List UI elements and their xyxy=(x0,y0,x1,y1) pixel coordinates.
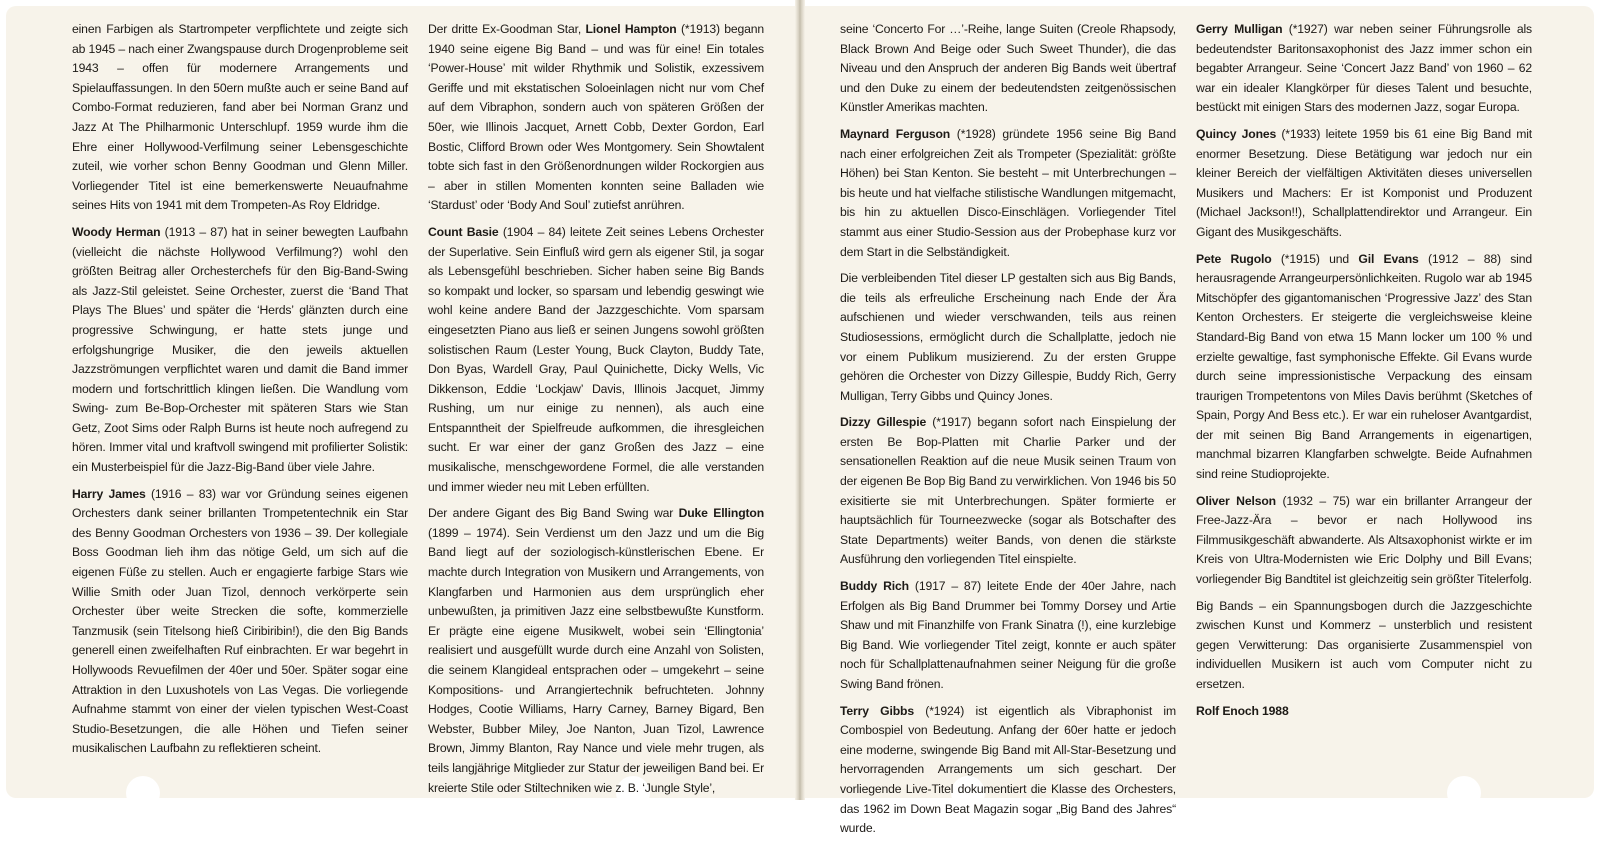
artist-name: Harry James xyxy=(72,486,146,501)
paragraph: Die verbleibenden Titel dieser LP gestalten sich aus Big Bands, die teils als erfreuliche Erscheinung nach Ende der Ära aufschienen und wieder verschwanden, teils aus reinen Studiosessions, ermöglicht durch die Schallplatte, jedoch nie vor einem Publikum musizierend. Zu der ersten Gruppe gehören die Orchester von Dizzy Gillespie, Buddy Rich, Gerry Mulligan, Terry Gibbs und Quincy Jones. xyxy=(840,271,1176,403)
artist-name: Woody Herman xyxy=(72,224,161,239)
paragraph: seine ‘Concerto For …’-Reihe, lange Suiten (Creole Rhapsody, Black Brown And Beige oder Such Sweet Thunder), die das Niveau und den Anspruch der anderen Big Bands weit übertraf und den Duke zu einem der bedeutendsten zeitgenössischen Künstler Amerikas machten. xyxy=(840,22,1176,115)
paragraph: Harry James (1916 – 83) war vor Gründung seines eigenen Orchesters dank seiner brillanten Trompetentechnik ein Star des Benny Goodman Orchesters von 1936 – 39. Der kollegiale Boss Goodman lieh ihm das nötige Geld, um sich auf die eigenen Füße zu stellen. Auch er engagierte farbige Stars wie Willie Smith oder Juan Tizol, dennoch verkörperte sein Orchester über weite Strecken die softe, kommerzielle Tanzmusik (sein Titelsong hieß Ciribiribin!), die den Big Bands generell einen zweifelhaften Ruf einbrachten. Er war begehrt in Hollywoods Revuefilmen der 40er und 50er. Später sogar eine Attraktion in den Luxushotels von Las Vegas. Die vorliegende Aufnahme stammt von einer der vielen typischen West-Coast Studio-Besetzungen, die alle Höhen und Tiefen seiner musikalischen Laufbahn zu reflektieren scheint. xyxy=(72,486,409,756)
paragraph: Pete Rugolo (*1915) und Gil Evans (1912 – 88) sind herausragende Arrangeurpersönlichkeiten. Rugolo war ab 1945 Mitschöpfer des gigantomanischen ‘Progressive Jazz’ des Stan Kenton Orchesters. Er steigerte die vergleichsweise kleine Standard-Big Band von etwa 15 Mann locker um 100 % und erzielte gewaltige, fast symphonische Effekte. Gil Evans wurde durch seine impressionistische Verpackung des einsam traurigen Trompetentons von Miles Davis berühmt (Sketches of Spain, Porgy And Bess etc.). Er war ein ruheloser Avantgardist, der mit seinen Big Band Arrangements in eigenartigen, manchmal bizarren Klangfarben schwelgte. Beide Aufnahmen sind reine Studioprojekte. xyxy=(1196,251,1532,482)
paragraph: Dizzy Gillespie (*1917) begann sofort nach Einspielung der ersten Be Bop-Platten mit Charlie Parker und der sensationellen Reaktion auf die neue Musik seinen Traum von der eigenen Be Bop Big Band zu verwirklichen. Von 1946 bis 50 exisitierte sie mit Unterbrechungen. Später formierte er hauptsächlich für Tourneezwecke (sogar als Botschafter des State Departments) weiter Bands, von denen die stärkste Ausführung den vorliegenden Titel einspielte. xyxy=(840,415,1177,567)
artist-name: Oliver Nelson xyxy=(1196,493,1276,508)
text-column-4 xyxy=(1196,20,1532,728)
artist-name: Lionel Hampton xyxy=(585,22,677,36)
artist-name: Buddy Rich xyxy=(840,579,909,594)
artist-name: Count Basie xyxy=(428,224,499,239)
paragraph: Gerry Mulligan (*1927) war neben seiner Führungsrolle als bedeutendster Baritonsaxophonist des Jazz immer schon ein begabter Arrangeur. Seine ‘Concert Jazz Band’ von 1960 – 62 war ein idealer Klangkörper für dieses Talent und besuchte, bestückt mit einigen Stars des modernen Jazz, sogar Europa. xyxy=(1196,22,1532,115)
text-column-2 xyxy=(428,20,764,805)
paragraph: Buddy Rich (1917 – 87) leitete Ende der 40er Jahre, nach Erfolgen als Big Band Drummer bei Tommy Dorsey und Artie Shaw und mit Finanzhilfe von Frank Sinatra (!), eine kurzlebige Big Band. Wie vorliegender Titel zeigt, konnte er auch später noch für Schallplattenaufnahmen seiner Neigung für die große Swing Band frönen. xyxy=(840,579,1176,691)
paragraph: Quincy Jones (*1933) leitete 1959 bis 61 eine Big Band mit enormer Besetzung. Diese Betätigung war jedoch nur ein kleiner Bereich der vielfältigen Aktivitäten dieses universellen Musikers und Machers: Er ist Komponist und Produzent (Michael Jackson!!), Schallplattendirektor und Arrangeur. Ein Gigant des Musikgeschäfts. xyxy=(1196,126,1532,239)
text-column-1 xyxy=(72,20,408,766)
paragraph: Maynard Ferguson (*1928) gründete 1956 seine Big Band nach einer erfolgreichen Zeit als Trompeter (Spezialität: größte Höhen) bei Stan Kenton. Sie besteht – mit Unterbrechungen – bis heute und hat vielfache stilistische Wandlungen mitgemacht, bis hin zu aktuellen Disco-Einschlägen. Vorliegender Titel stammt aus einer Studio-Session aus der Probephase kurz vor dem Start in die Selbständigkeit. xyxy=(840,126,1176,259)
paragraph: Der dritte Ex-Goodman Star, Lionel Hampton (*1913) begann 1940 seine eigene Big Band – und was für eine! Ein totales ‘Power-House’ mit wilder Rhythmik und Solistik, exzessivem Geriffe und mit ekstatischen Soloeinlagen nicht nur vom Chef auf dem Vibraphon, sondern auch von späteren Größen der 50er, wie Illinois Jacquet, Arnett Cobb, Dexter Gordon, Earl Bostic, Clifford Brown oder Wes Montgomery. Sein Showtalent tobte sich fast in den Größenordnungen wilder Rockorgien aus – aber in stillen Momenten konnten seine Balladen wie ‘Stardust’ oder ‘Body And Soul’ zutiefst anrühren. xyxy=(428,22,764,213)
artist-name: Gil Evans xyxy=(1358,251,1419,266)
artist-name: Gerry Mulligan xyxy=(1196,22,1283,36)
booklet-spine xyxy=(795,0,805,800)
paragraph: Der andere Gigant des Big Band Swing war Duke Ellington (1899 – 1974). Sein Verdienst um den Jazz und um die Big Band liegt auf der soziologisch-künstlerischen Ebene. Er machte durch Integration von Musikern und Arrangements, von Klangfarben und Harmonien aus dem ursprünglich eher unbewußten, ja primitiven Jazz eine selbstbewußte Kunstform. Er prägte eine eigene Musikwelt, wobei sein ‘Ellingtonia’ realisiert und ausgefüllt wurde durch eine Anzahl von Solisten, die seinem Klangideal entsprachen oder – umgekehrt – seine Kompositions- und Arrangiertechnik befruchteten. Johnny Hodges, Cootie Williams, Harry Carney, Barney Bigard, Ben Webster, Bubber Miley, Joe Nanton, Juan Tizol, Lawrence Brown, Jimmy Blanton, Ray Nance und viele mehr trugen, als teils langjährige Mitglieder zur Statur der jeweiligen Band bei. Er kreierte Stile oder Stiltechniken wie z. B. ‘Jungle Style’, xyxy=(428,506,764,795)
artist-name: Terry Gibbs xyxy=(840,703,914,718)
artist-name: Quincy Jones xyxy=(1196,126,1277,141)
artist-name: Duke Ellington xyxy=(678,506,764,521)
paragraph: Woody Herman (1913 – 87) hat in seiner bewegten Laufbahn (vielleicht die nächste Hollywood Verfilmung?) wohl den größten Beitrag aller Orchesterchefs für den Big-Band-Swing als Jazz-Stil geleistet. Seine Orchester, zuerst die ‘Band That Plays The Blues’ und später die ‘Herds’ glänzten durch eine progressive Schwingung, er hatte stets junge und erfolgshungrige Musiker, die den jeweils aktuellen Jazzströmungen verpflichtet waren und damit die Band immer modern und fortschrittlich klingen ließen. Die Wandlung vom Swing- zum Be-Bop-Orchester mit späteren Stars wie Stan Getz, Zoot Sims oder Ralph Burns ist heute noch aufregend zu hören. Immer vital und kraftvoll swingend mit profilierter Solistik: ein Musterbeispiel für die Jazz-Big-Band über viele Jahre. xyxy=(72,224,408,475)
artist-name: Maynard Ferguson xyxy=(840,126,951,141)
page-notch xyxy=(1447,776,1481,810)
artist-name: Dizzy Gillespie xyxy=(840,415,927,430)
artist-name: Pete Rugolo xyxy=(1196,251,1272,266)
paragraph: Oliver Nelson (1932 – 75) war ein brillanter Arrangeur der Free-Jazz-Ära – bevor er nach Hollywood ins Filmmusikgeschäft abwanderte. Als Altsaxophonist wirkte er im Kreis von Ultra-Modernisten wie Eric Dolphy und Bill Evans; vorliegender Big Bandtitel ist gleichzeitig sein größter Titelerfolg. xyxy=(1196,493,1532,587)
author-signature: Rolf Enoch 1988 xyxy=(1196,703,1289,718)
paragraph: einen Farbigen als Startrompeter verpflichtete und zeigte sich ab 1945 – nach einer Zwangspause durch Drogenprobleme seit 1943 – offen für modernere Arrangements und Spielauffassungen. In den 50ern mußte auch er seine Band auf Combo-Format reduzieren, fand aber bei Norman Granz und Jazz At The Philharmonic Unterschlupf. 1959 wurde ihm die Ehre einer Hollywood-Verfilmung seiner Lebensgeschichte zuteil, wie vorher schon Benny Goodman und Glenn Miller. Vorliegender Titel ist eine bemerkenswerte Neuaufnahme seines Hits von 1941 mit dem Trompeten-As Roy Eldridge. xyxy=(72,22,408,213)
page-notch xyxy=(126,776,160,810)
paragraph: Terry Gibbs (*1924) ist eigentlich als Vibraphonist im Combospiel von Bedeutung. Anfang der 60er hatte er jedoch eine moderne, swingende Big Band mit All-Star-Besetzung und hervorragenden Arrangements um sich geschart. Der vorliegende Live-Titel dokumentiert die Klasse des Orchesters, das 1962 im Down Beat Magazin sogar „Big Band des Jahres“ wurde. xyxy=(840,703,1176,836)
paragraph: Big Bands – ein Spannungsbogen durch die Jazzgeschichte zwischen Kunst und Kommerz – unsterblich und resistent gegen Verwitterung: Das organisierte Zusammenspiel von individuellen Musikern ist auch vom Computer nicht zu ersetzen. xyxy=(1196,598,1532,691)
text-column-3 xyxy=(840,20,1176,846)
paragraph: Count Basie (1904 – 84) leitete Zeit seines Lebens Orchester der Superlative. Sein Einfluß wird gern als eigener Stil, ja sogar als Lebensgefühl beschrieben. Sicher haben seine Big Bands so kompakt und locker, so sparsam und lebendig geswingt wie wohl keine andere Band der Jazzgeschichte. Vom sparsam eingesetzten Piano aus ließ er seinen Jungens sowohl größten solistischen Raum (Lester Young, Buck Clayton, Buddy Tate, Don Byas, Wardell Gray, Paul Quinichette, Dicky Wells, Vic Dikkenson, Eddie ‘Lockjaw’ Davis, Illinois Jacquet, Jimmy Rushing, um nur einige zu nennen), als auch eine Entspanntheit der Spielfreude aufkommen, die ihresgleichen sucht. Er war einer der ganz Großen des Jazz – eine musikalische, menschgewordene Formel, die alle verstanden und immer wieder neu mit Leben erfüllten. xyxy=(428,224,764,494)
